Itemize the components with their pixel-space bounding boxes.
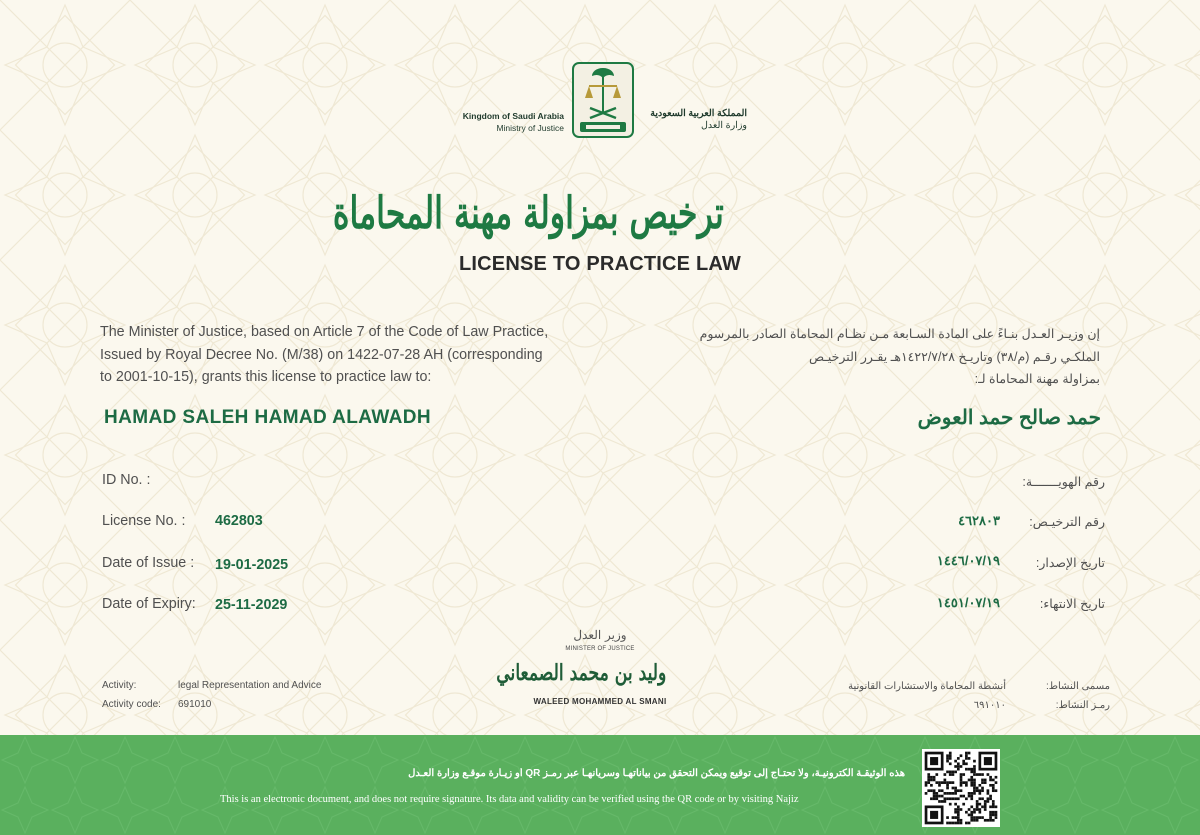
title-ar: ترخيص بمزاولة مهنة المحاماة (332, 188, 724, 239)
license-no-label-ar: رقم الترخيـص: (1029, 515, 1105, 529)
ministry-name-ar (637, 108, 747, 132)
activity-label-ar: مسمى النشاط: (1045, 681, 1110, 692)
expiry-date-value-ar: ١٤٥١/٠٧/١٩ (936, 595, 1000, 610)
minister-signature: وليد بن محمد الصمعاني (496, 660, 667, 686)
ministry-label-ar: وزارة العدل (700, 120, 747, 131)
expiry-date-label-en: Date of Expiry: (102, 596, 196, 612)
intro-en-line: to 2001-10-15), grants this license to practice law to: (100, 369, 432, 385)
id-label-ar: رقم الهويـــــــة: (1022, 475, 1105, 489)
issue-date-label-ar: تاريخ الإصدار: (1035, 556, 1105, 570)
qr-code-icon[interactable] (922, 749, 1000, 827)
issue-date-label-en: Date of Issue : (102, 555, 195, 571)
minister-title-en: MINISTER OF JUSTICE (565, 646, 635, 652)
activity-code-label-ar: رمـز النشاط: (1055, 700, 1110, 711)
holder-name-en: HAMAD SALEH HAMAD ALAWADH (104, 407, 431, 428)
footer-note-ar: هذه الوثيقـة الكترونيـة، ولا تحتـاج إلى توقيع ويمكن التحقق من بياناتهـا وسريانهـا عبر رمـز QR أو زيـارة موقـع وزارة العـدل (408, 768, 905, 779)
license-no-value-ar: ٤٦٢٨٠٣ (958, 513, 1000, 528)
activity-value-ar: أنشطة المحاماة والاستشارات القانونية (848, 681, 1006, 692)
holder-name-ar: حمد صالح حمد العوض (917, 407, 1101, 429)
country-name-en: Kingdom of Saudi Arabia (462, 111, 564, 121)
country-name-ar: المملكة العربية السعودية (650, 108, 747, 119)
intro-ar-line: الملكـي رقـم (م/٣٨) وتاريـخ ١٤٢٢/٧/٢٨هـ يقـرر الترخيـص (808, 349, 1100, 364)
ministry-label-en: Ministry of Justice (496, 123, 564, 133)
license-no-value-en: 462803 (215, 513, 263, 529)
intro-en (100, 321, 580, 389)
intro-en-line: The Minister of Justice, based on Article 7 of the Code of Law Practice, (100, 324, 549, 340)
id-label-en: ID No. : (102, 472, 151, 488)
footer-band (0, 735, 1200, 835)
activity-code-value-ar: ٦٩١٠١٠ (973, 700, 1006, 711)
minister-title-ar: وزير العدل (573, 628, 627, 642)
expiry-date-label-ar: تاريخ الانتهاء: (1039, 597, 1105, 611)
activity-value-en: legal Representation and Advice (178, 680, 322, 691)
intro-ar (640, 323, 1100, 391)
activity-code-label-en: Activity code: (102, 699, 161, 710)
activity-code-value-en: 691010 (178, 699, 212, 710)
minister-name-en: WALEED MOHAMMED AL SMANI (533, 697, 667, 706)
issue-date-value-ar: ١٤٤٦/٠٧/١٩ (936, 553, 1000, 568)
intro-en-line: Issued by Royal Decree No. (M/38) on 1422-07-28 AH (corresponding (100, 346, 543, 363)
license-no-label-en: License No. : (102, 513, 186, 529)
expiry-date-value-en: 25-11-2029 (215, 597, 288, 613)
footer-note-en: This is an electronic document, and does not require signature. Its data and validity can be verified using the QR code or by visiting Najiz (220, 794, 799, 805)
activity-label-en: Activity: (102, 680, 137, 691)
intro-ar-line: إن وزيـر العـدل بنـاءً على المادة السـابعة مـن نظـام المحاماة الصادر بالمرسوم (699, 327, 1100, 341)
issue-date-value-en: 19-01-2025 (215, 557, 289, 573)
title-en: LICENSE TO PRACTICE LAW (458, 253, 742, 275)
ministry-name-en (440, 110, 564, 134)
footer-pattern (0, 735, 1200, 835)
ministry-emblem-icon (572, 62, 634, 138)
intro-ar-line: بمزاولة مهنة المحاماة لـ: (974, 372, 1100, 386)
